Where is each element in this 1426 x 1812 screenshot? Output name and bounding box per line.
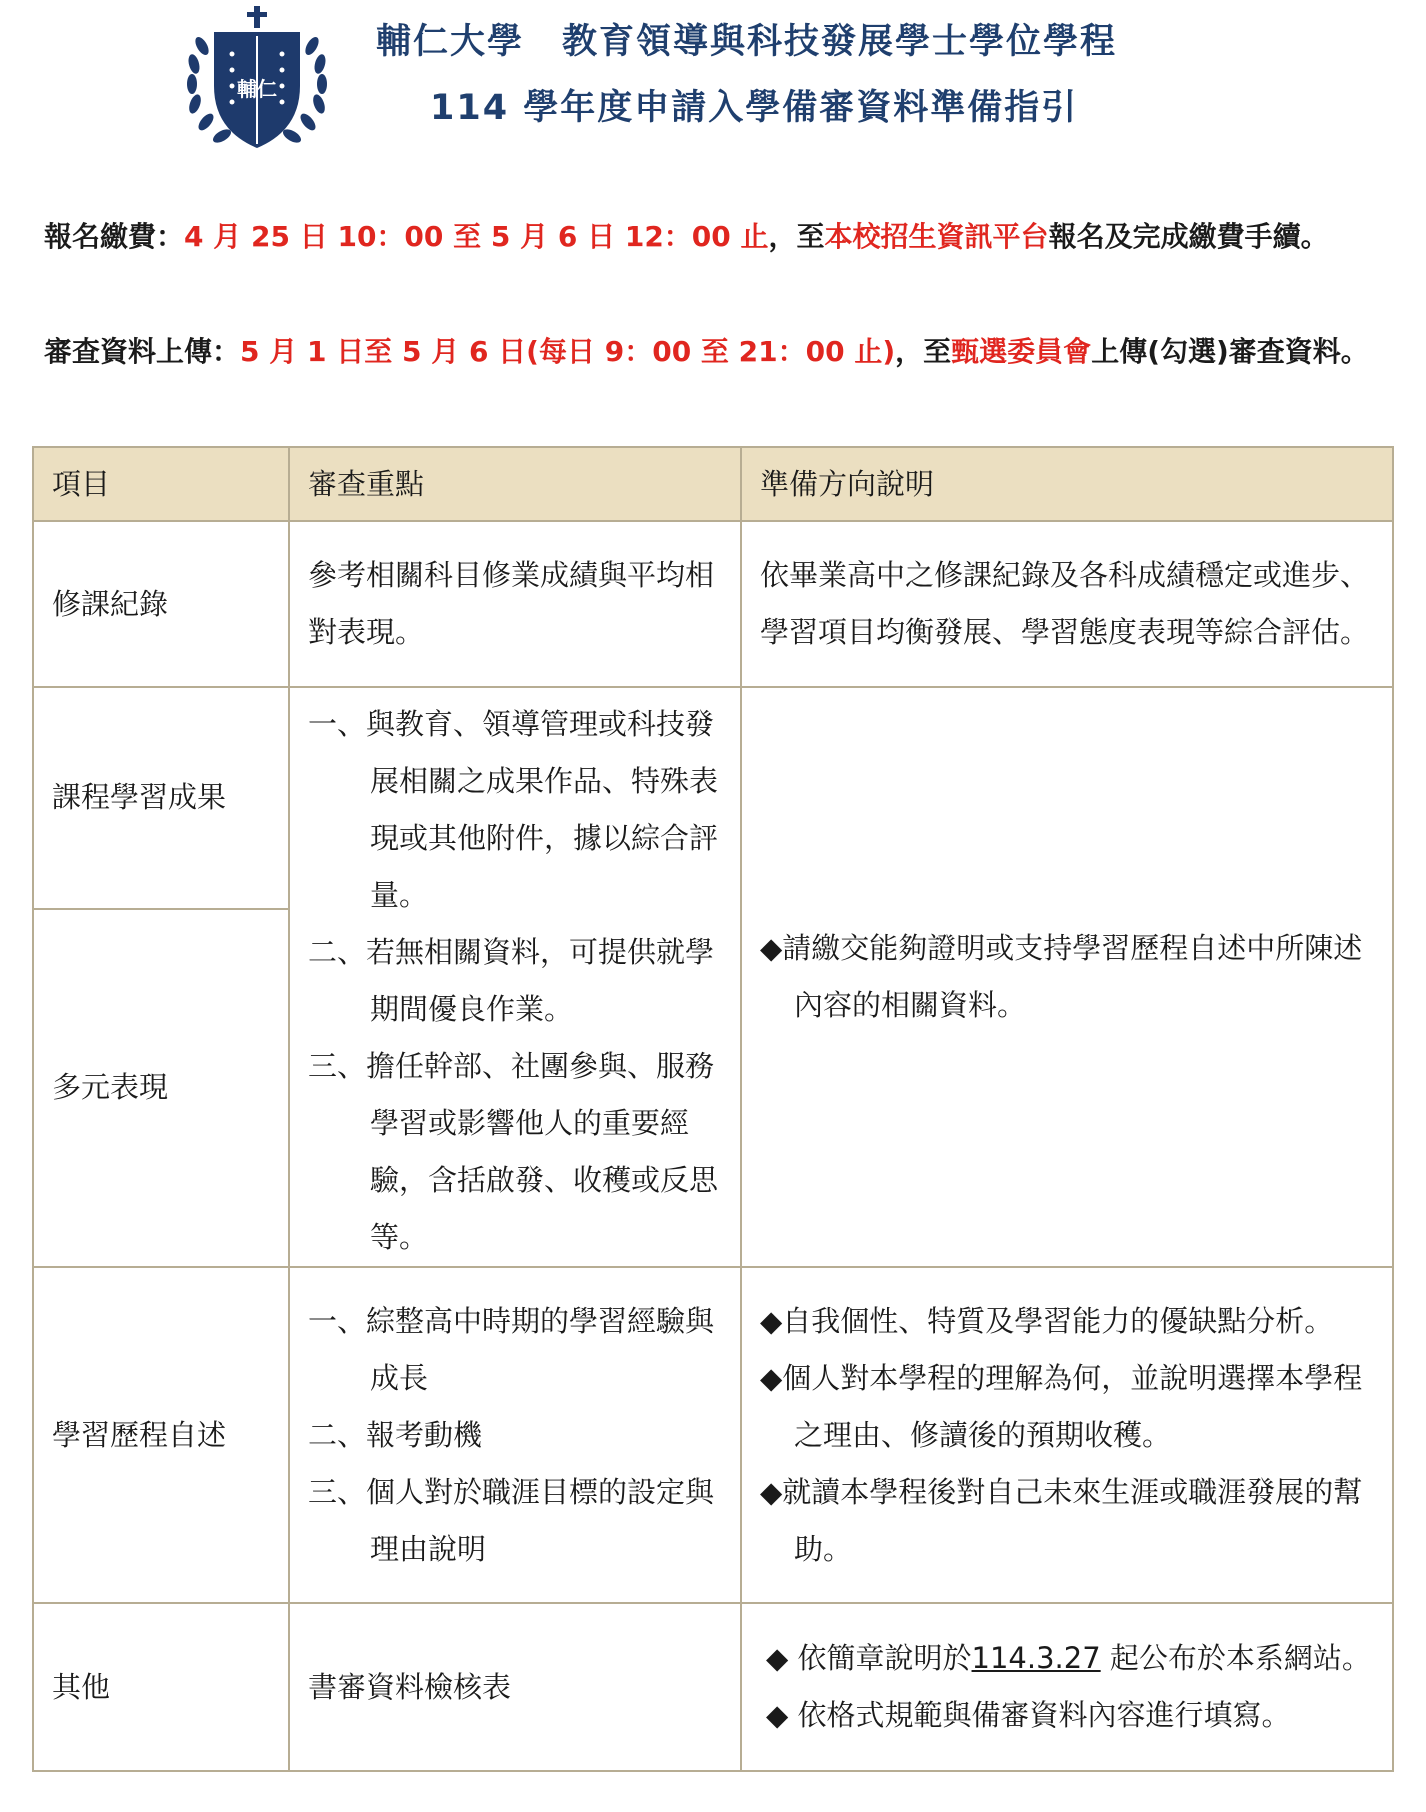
focus-point: 一、綜整高中時期的學習經驗與成長 xyxy=(308,1303,715,1395)
guidance-outcome-diverse xyxy=(741,687,1393,1267)
announce-date: 114.3.27 xyxy=(971,1641,1101,1675)
item-course-record: 修課紀錄 xyxy=(33,521,289,687)
focus-point: 一、與教育、領導管理或科技發展相關之成果作品、特殊表現或其他附件，據以綜合評量。 xyxy=(308,707,719,912)
registration-notice xyxy=(44,215,1329,255)
document-header xyxy=(0,0,1426,160)
guidance-point: ◆請繳交能夠證明或支持學習歷程自述中所陳述內容的相關資料。 xyxy=(760,931,1363,1022)
admission-platform-link[interactable]: 本校招生資訊平台 xyxy=(824,220,1049,253)
title-university: 輔仁大學 xyxy=(376,22,525,62)
focus-point: 二、報考動機 xyxy=(308,1417,483,1452)
guidance-other-pre: ◆ 依簡章說明於 xyxy=(766,1641,972,1675)
review-guide-table xyxy=(32,446,1394,1772)
document-subtitle: 114 學年度申請入學備審資料準備指引 xyxy=(430,88,1079,128)
registration-label: 報名繳費： xyxy=(44,220,185,253)
guidance-point: ◆就讀本學程後對自己未來生涯或職涯發展的幫助。 xyxy=(760,1474,1363,1566)
document-title xyxy=(376,14,1117,64)
guidance-point: ◆ 依格式規範與備審資料內容進行填寫。 xyxy=(766,1698,1291,1732)
focus-course-record: 參考相關科目修業成績與平均相對表現。 xyxy=(289,521,741,687)
table-row xyxy=(33,1267,1393,1603)
focus-self-statement xyxy=(289,1267,741,1603)
header-item: 項目 xyxy=(33,447,289,521)
focus-other: 書審資料檢核表 xyxy=(289,1603,741,1771)
focus-outcome-diverse xyxy=(289,687,741,1267)
item-diverse: 多元表現 xyxy=(33,909,289,1267)
header-focus: 審查重點 xyxy=(289,447,741,521)
table-header-row xyxy=(33,447,1393,521)
guidance-self-statement xyxy=(741,1267,1393,1603)
upload-mid: ，至 xyxy=(895,335,952,368)
upload-period: 5 月 1 日至 5 月 6 日(每日 9：00 至 21：00 止) xyxy=(240,335,896,368)
guidance-point: ◆個人對本學程的理解為何，並說明選擇本學程之理由、修讀後的預期收穫。 xyxy=(760,1360,1363,1452)
item-course-outcome: 課程學習成果 xyxy=(33,687,289,909)
registration-mid: ，至 xyxy=(768,220,825,253)
item-other: 其他 xyxy=(33,1603,289,1771)
focus-point: 三、個人對於職涯目標的設定與理由說明 xyxy=(308,1474,715,1566)
guidance-point: ◆自我個性、特質及學習能力的優缺點分析。 xyxy=(760,1303,1334,1338)
table-row xyxy=(33,1603,1393,1771)
focus-point: 三、擔任幹部、社團參與、服務學習或影響他人的重要經驗，含括啟發、收穫或反思等。 xyxy=(308,1049,719,1254)
committee-link[interactable]: 甄選委員會 xyxy=(951,335,1092,368)
focus-point: 二、若無相關資料，可提供就學期間優良作業。 xyxy=(308,935,715,1026)
logo-text: 輔仁 xyxy=(237,77,277,101)
table-row xyxy=(33,521,1393,687)
table-row xyxy=(33,687,1393,909)
guidance-other xyxy=(741,1603,1393,1771)
guidance-other-post: 起公布於本系網站。 xyxy=(1100,1641,1371,1675)
upload-notice xyxy=(44,330,1369,370)
registration-period: 4 月 25 日 10：00 至 5 月 6 日 12：00 止 xyxy=(184,220,769,253)
registration-tail: 報名及完成繳費手續。 xyxy=(1048,220,1329,253)
upload-tail: 上傳(勾選)審查資料。 xyxy=(1091,335,1369,368)
item-self-statement: 學習歷程自述 xyxy=(33,1267,289,1603)
university-crest-logo xyxy=(182,6,332,156)
title-program: 教育領導與科技發展學士學位學程 xyxy=(562,22,1118,62)
guidance-point xyxy=(760,1630,1374,1687)
guidance-course-record: 依畢業高中之修課紀錄及各科成績穩定或進步、學習項目均衡發展、學習態度表現等綜合評估。 xyxy=(741,521,1393,687)
upload-label: 審查資料上傳： xyxy=(44,335,241,368)
header-guidance: 準備方向說明 xyxy=(741,447,1393,521)
